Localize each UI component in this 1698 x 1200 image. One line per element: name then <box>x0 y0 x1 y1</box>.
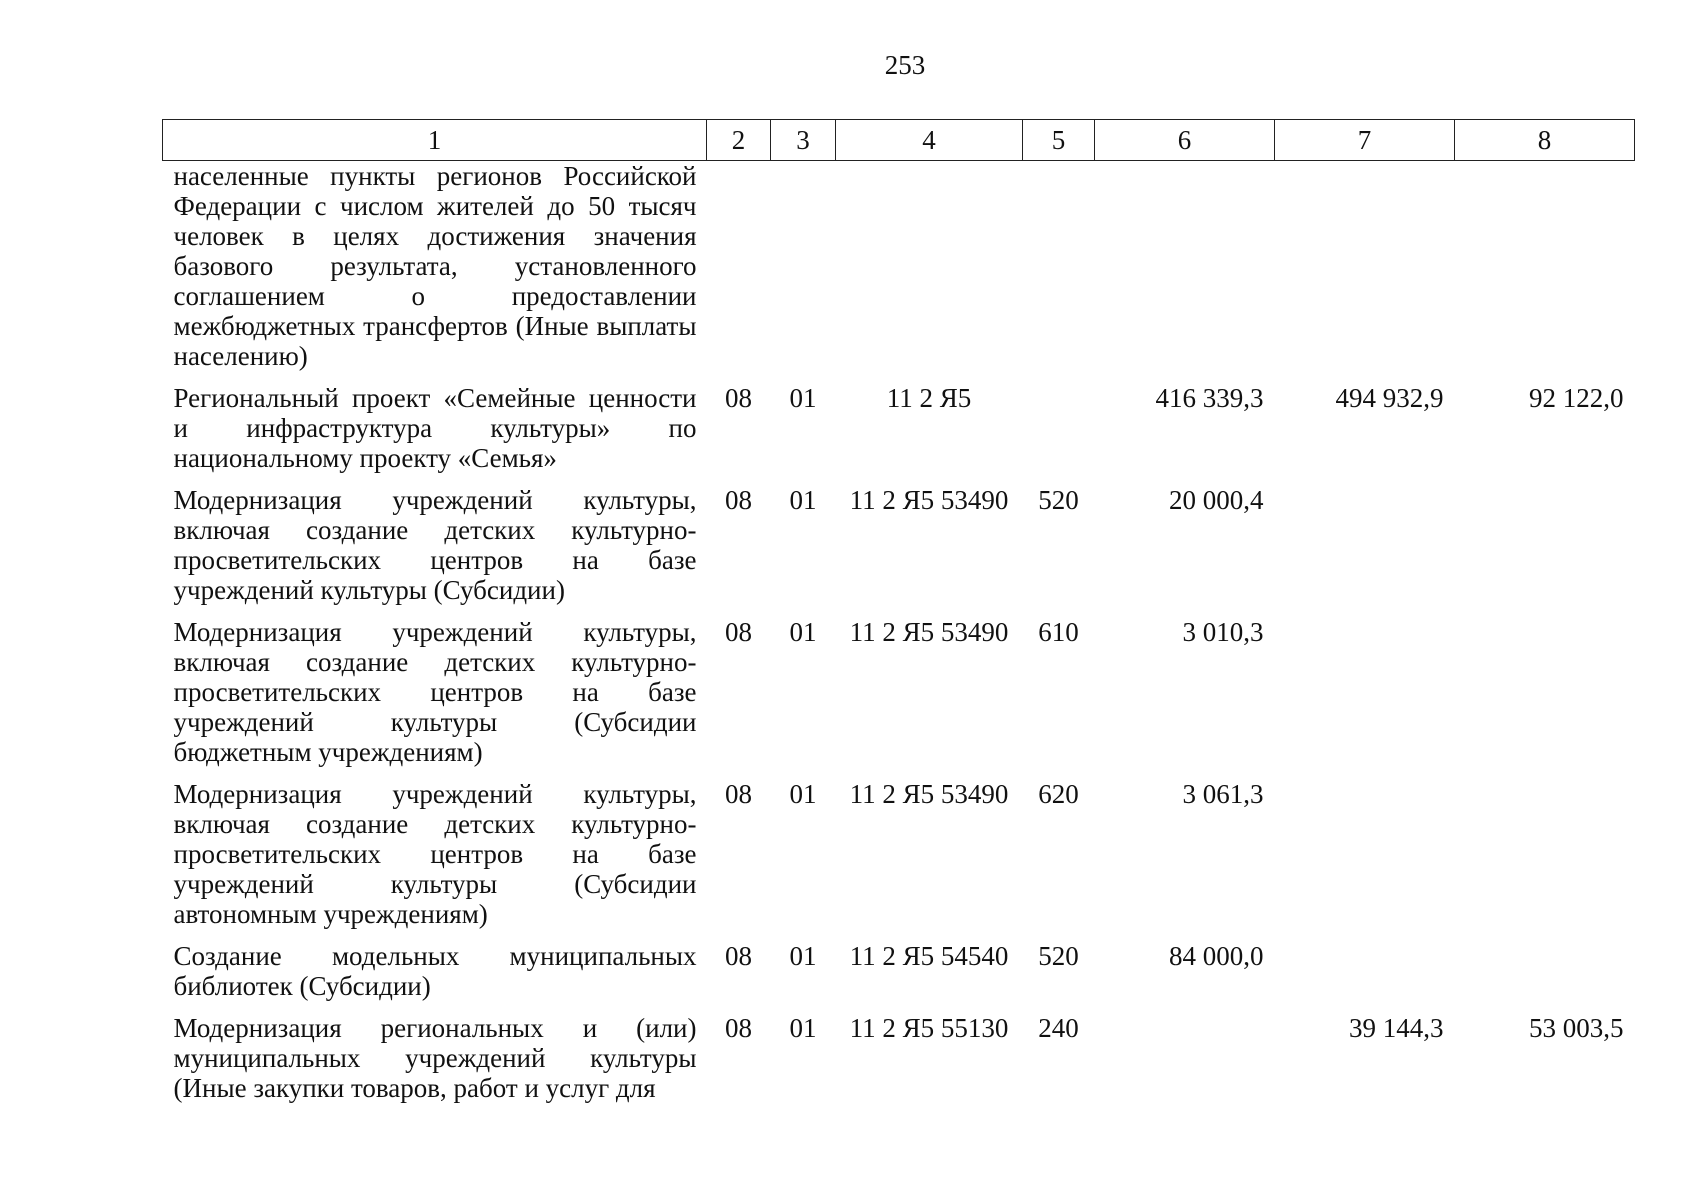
budget-table <box>162 119 1635 1115</box>
row-amount-col6: 416 339,3 <box>1155 383 1264 413</box>
row-amount-col6: 3 061,3 <box>1182 779 1264 809</box>
header-col-7: 7 <box>1275 120 1455 161</box>
row-expense-type <box>1023 383 1095 485</box>
table-row <box>163 1013 1635 1115</box>
row-description: Создание модельных муниципальных библиотек (Субсидии) <box>173 941 697 1001</box>
table-row <box>163 941 1635 1013</box>
header-col-1: 1 <box>163 120 707 161</box>
page-number: 253 <box>884 50 926 80</box>
header-row <box>163 120 1635 161</box>
row-amount-col7: 39 144,3 <box>1349 1013 1444 1043</box>
row-expense-type <box>1023 161 1095 384</box>
row-description: Модернизация региональных и (или) муниципальных учреждений культуры (Иные закупки товаров, работ и услуг для <box>173 1013 697 1103</box>
row-amount-col7: 494 932,9 <box>1335 383 1444 413</box>
row-expense-type: 240 <box>1038 1013 1079 1043</box>
row-target-article: 11 2 Я5 55130 <box>849 1013 1009 1043</box>
header-col-3: 3 <box>771 120 836 161</box>
row-subsection: 01 <box>789 485 817 515</box>
row-amount-col6: 20 000,4 <box>1169 485 1264 515</box>
row-expense-type: 610 <box>1038 617 1079 647</box>
row-section: 08 <box>725 1013 752 1043</box>
row-target-article: 11 2 Я5 53490 <box>849 617 1009 647</box>
header-col-6: 6 <box>1095 120 1275 161</box>
table-row <box>163 779 1635 941</box>
row-target-article: 11 2 Я5 54540 <box>849 941 1009 971</box>
row-amount-col8 <box>1455 161 1635 384</box>
row-expense-type: 520 <box>1038 485 1079 515</box>
row-section: 08 <box>725 383 752 413</box>
row-expense-type: 620 <box>1038 779 1079 809</box>
table-header <box>163 120 1635 161</box>
header-col-2: 2 <box>707 120 771 161</box>
row-amount-col6 <box>1095 1013 1275 1115</box>
table-row <box>163 485 1635 617</box>
row-amount-col7 <box>1275 779 1455 941</box>
row-amount-col8: 92 122,0 <box>1529 383 1624 413</box>
row-subsection: 01 <box>789 779 817 809</box>
header-col-5: 5 <box>1023 120 1095 161</box>
row-amount-col8: 53 003,5 <box>1529 1013 1624 1043</box>
row-target-article: 11 2 Я5 53490 <box>849 485 1009 515</box>
row-subsection: 01 <box>789 1013 817 1043</box>
table-row <box>163 383 1635 485</box>
row-amount-col8 <box>1455 485 1635 617</box>
header-col-4: 4 <box>836 120 1023 161</box>
row-amount-col7 <box>1275 617 1455 779</box>
table-body <box>163 161 1635 1116</box>
row-description: Модернизация учреждений культуры, включая создание детских культурно-просветительских центров на базе учреждений культуры (Субсидии бюджетным учреждениям) <box>173 617 697 767</box>
row-section: 08 <box>725 779 752 809</box>
row-target-article <box>836 161 1023 384</box>
row-amount-col8 <box>1455 941 1635 1013</box>
row-subsection: 01 <box>789 383 817 413</box>
row-section: 08 <box>725 941 752 971</box>
row-target-article: 11 2 Я5 53490 <box>849 779 1009 809</box>
table-row <box>163 161 1635 384</box>
row-description: населенные пункты регионов Российской Федерации с числом жителей до 50 тысяч человек в целях достижения значения базового результата, установленного соглашением о предоставлении межбюджетных трансфертов (Иные выплаты населению) <box>173 161 697 371</box>
row-subsection: 01 <box>789 941 817 971</box>
row-amount-col8 <box>1455 779 1635 941</box>
row-amount-col6: 3 010,3 <box>1182 617 1264 647</box>
row-description: Модернизация учреждений культуры, включая создание детских культурно-просветительских центров на базе учреждений культуры (Субсидии автономным учреждениям) <box>173 779 697 929</box>
row-subsection <box>771 161 836 384</box>
header-col-8: 8 <box>1455 120 1635 161</box>
row-amount-col7 <box>1275 485 1455 617</box>
row-description: Региональный проект «Семейные ценности и инфраструктура культуры» по национальному проекту «Семья» <box>173 383 697 473</box>
row-expense-type: 520 <box>1038 941 1079 971</box>
row-section <box>707 161 771 384</box>
row-section: 08 <box>725 617 752 647</box>
table-row <box>163 617 1635 779</box>
row-amount-col7 <box>1275 941 1455 1013</box>
row-section: 08 <box>725 485 752 515</box>
row-amount-col8 <box>1455 617 1635 779</box>
row-target-article: 11 2 Я5 <box>886 383 972 413</box>
row-description: Модернизация учреждений культуры, включая создание детских культурно-просветительских центров на базе учреждений культуры (Субсидии) <box>173 485 697 605</box>
row-subsection: 01 <box>789 617 817 647</box>
row-amount-col6: 84 000,0 <box>1169 941 1264 971</box>
row-amount-col6 <box>1095 161 1275 384</box>
row-amount-col7 <box>1275 161 1455 384</box>
